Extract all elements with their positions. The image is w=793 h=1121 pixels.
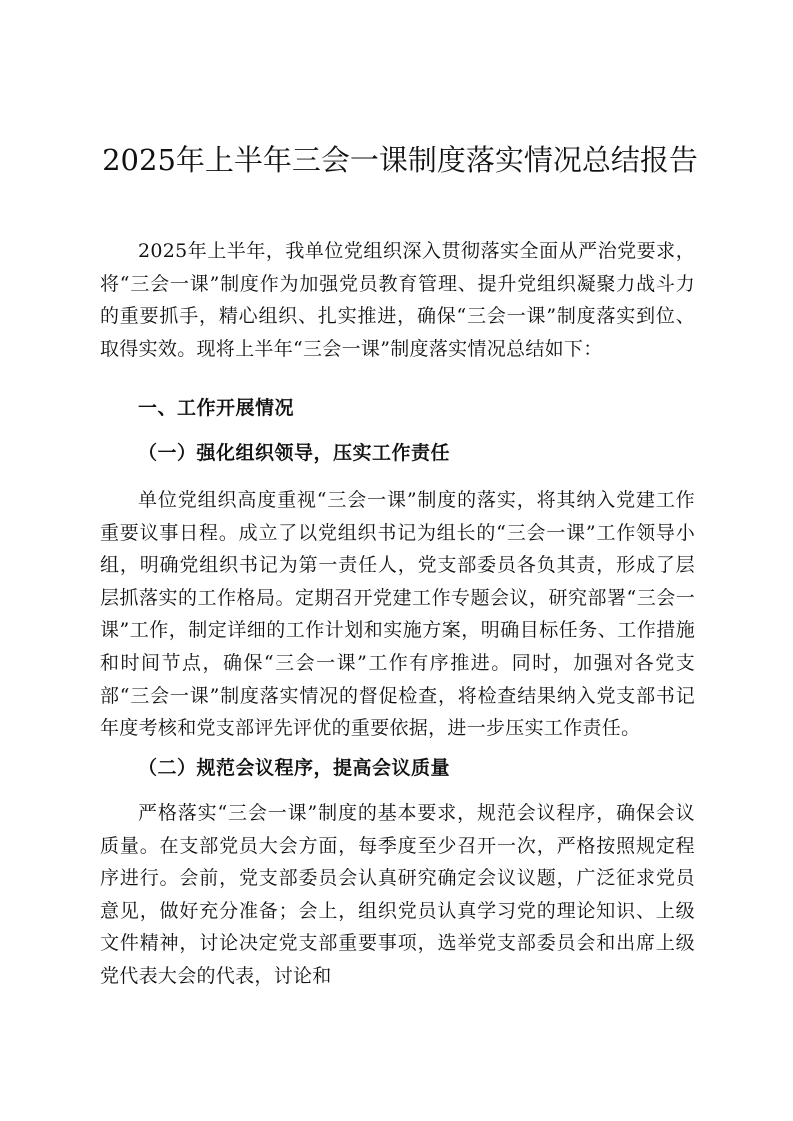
document-title: 2025年上半年三会一课制度落实情况总结报告	[102, 143, 698, 177]
subsection-heading-meeting-procedure: （二）规范会议程序，提高会议质量	[138, 757, 451, 779]
subsection-1-paragraph: 单位党组织高度重视“三会一课”制度的落实，将其纳入党建工作重要议事日程。成立了以党组织书记为组长的“三会一课”工作领导小组，明确党组织书记为第一责任人，党支部委员各负其责，形成了层层抓落实的工作格局。定期召开党建工作专题会议，研究部署“三会一课”工作，制定详细的工作计划和实施方案，明确目标任务、工作措施和时间节点，确保“三会一课”工作有序推进。同时，加强对各党支部“三会一课”制度落实情况的督促检查，将检查结果纳入党支部书记年度考核和党支部评先评优的重要依据，进一步压实工作责任。	[100, 489, 695, 740]
subsection-2-paragraph: 严格落实“三会一课”制度的基本要求，规范会议程序，确保会议质量。在支部党员大会方面，每季度至少召开一次，严格按照规定程序进行。会前，党支部委员会认真研究确定会议议题，广泛征求党员意见，做好充分准备；会上，组织党员认真学习党的理论知识、上级文件精神，讨论决定党支部重要事项，选举党支部委员会和出席上级党代表大会的代表，讨论和	[100, 802, 695, 987]
subsection-heading-organization-leadership: （一）强化组织领导，压实工作责任	[138, 442, 451, 464]
section-heading-work-status: 一、工作开展情况	[138, 397, 295, 419]
intro-paragraph: 2025年上半年，我单位党组织深入贯彻落实全面从严治党要求，将“三会一课”制度作为加强党员教育管理、提升党组织凝聚力战斗力的重要抓手，精心组织、扎实推进，确保“三会一课”制度落实到位、取得实效。现将上半年“三会一课”制度落实情况总结如下：	[100, 240, 695, 360]
